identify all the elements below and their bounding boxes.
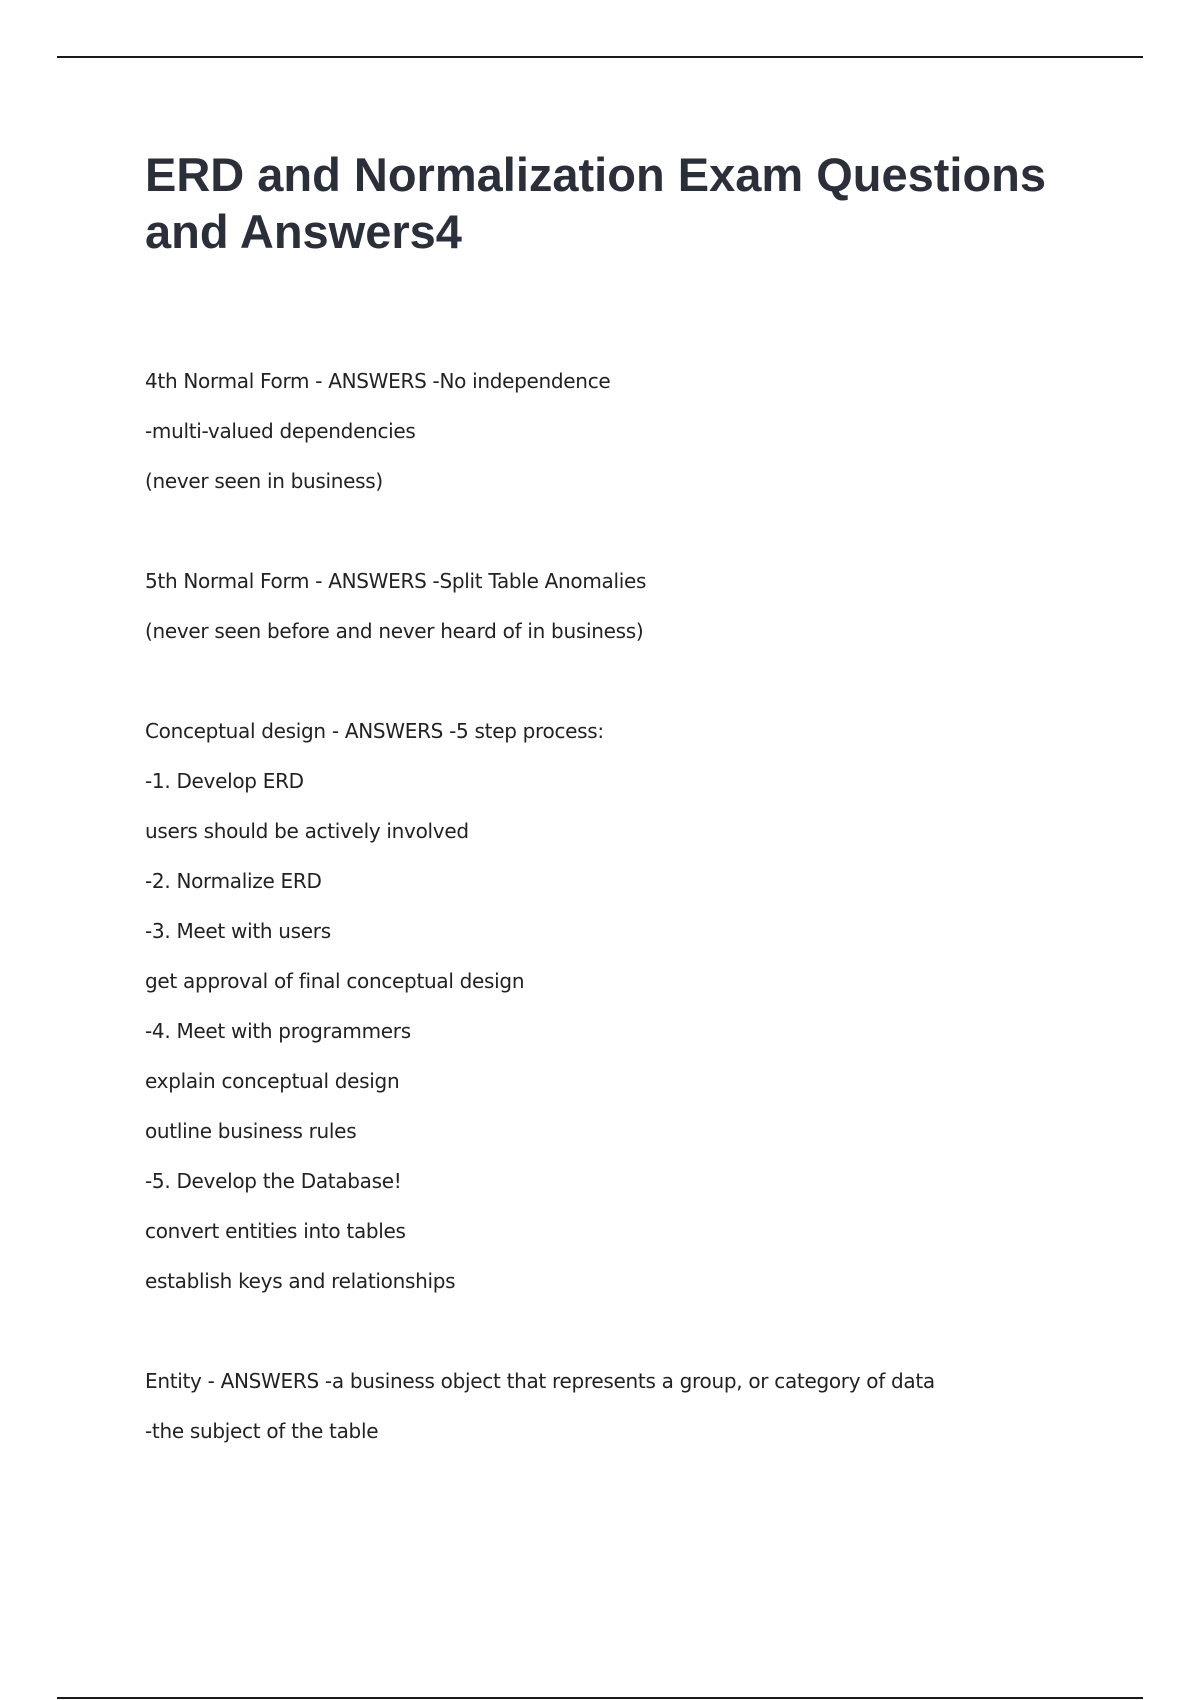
qa-entry-4th-normal-form [145, 356, 1145, 506]
qa-line: -4. Meet with programmers [145, 1019, 411, 1043]
qa-line: -multi-valued dependencies [145, 419, 416, 443]
qa-entry-conceptual-design [145, 706, 1145, 1306]
qa-line: Conceptual design - ANSWERS -5 step process: [145, 719, 604, 743]
qa-line: -3. Meet with users [145, 919, 331, 943]
qa-line: Entity - ANSWERS -a business object that represents a group, or category of data [145, 1369, 935, 1393]
bottom-divider [57, 1697, 1143, 1699]
qa-line: get approval of final conceptual design [145, 969, 525, 993]
qa-entry-entity [145, 1356, 1145, 1456]
page-title: ERD and Normalization Exam Questions and Answers4 [145, 148, 1047, 258]
qa-line: establish keys and relationships [145, 1269, 456, 1293]
qa-line: outline business rules [145, 1119, 357, 1143]
document-body [145, 356, 1145, 1506]
qa-line: -2. Normalize ERD [145, 869, 322, 893]
qa-line: 4th Normal Form - ANSWERS -No independence [145, 369, 611, 393]
qa-line: -the subject of the table [145, 1419, 379, 1443]
qa-line: (never seen in business) [145, 469, 383, 493]
qa-line: (never seen before and never heard of in business) [145, 619, 644, 643]
top-divider [57, 56, 1143, 58]
qa-line: 5th Normal Form - ANSWERS -Split Table Anomalies [145, 569, 647, 593]
qa-line: convert entities into tables [145, 1219, 406, 1243]
qa-line: -1. Develop ERD [145, 769, 304, 793]
qa-line: explain conceptual design [145, 1069, 400, 1093]
qa-line: users should be actively involved [145, 819, 469, 843]
qa-line: -5. Develop the Database! [145, 1169, 402, 1193]
qa-entry-5th-normal-form [145, 556, 1145, 656]
